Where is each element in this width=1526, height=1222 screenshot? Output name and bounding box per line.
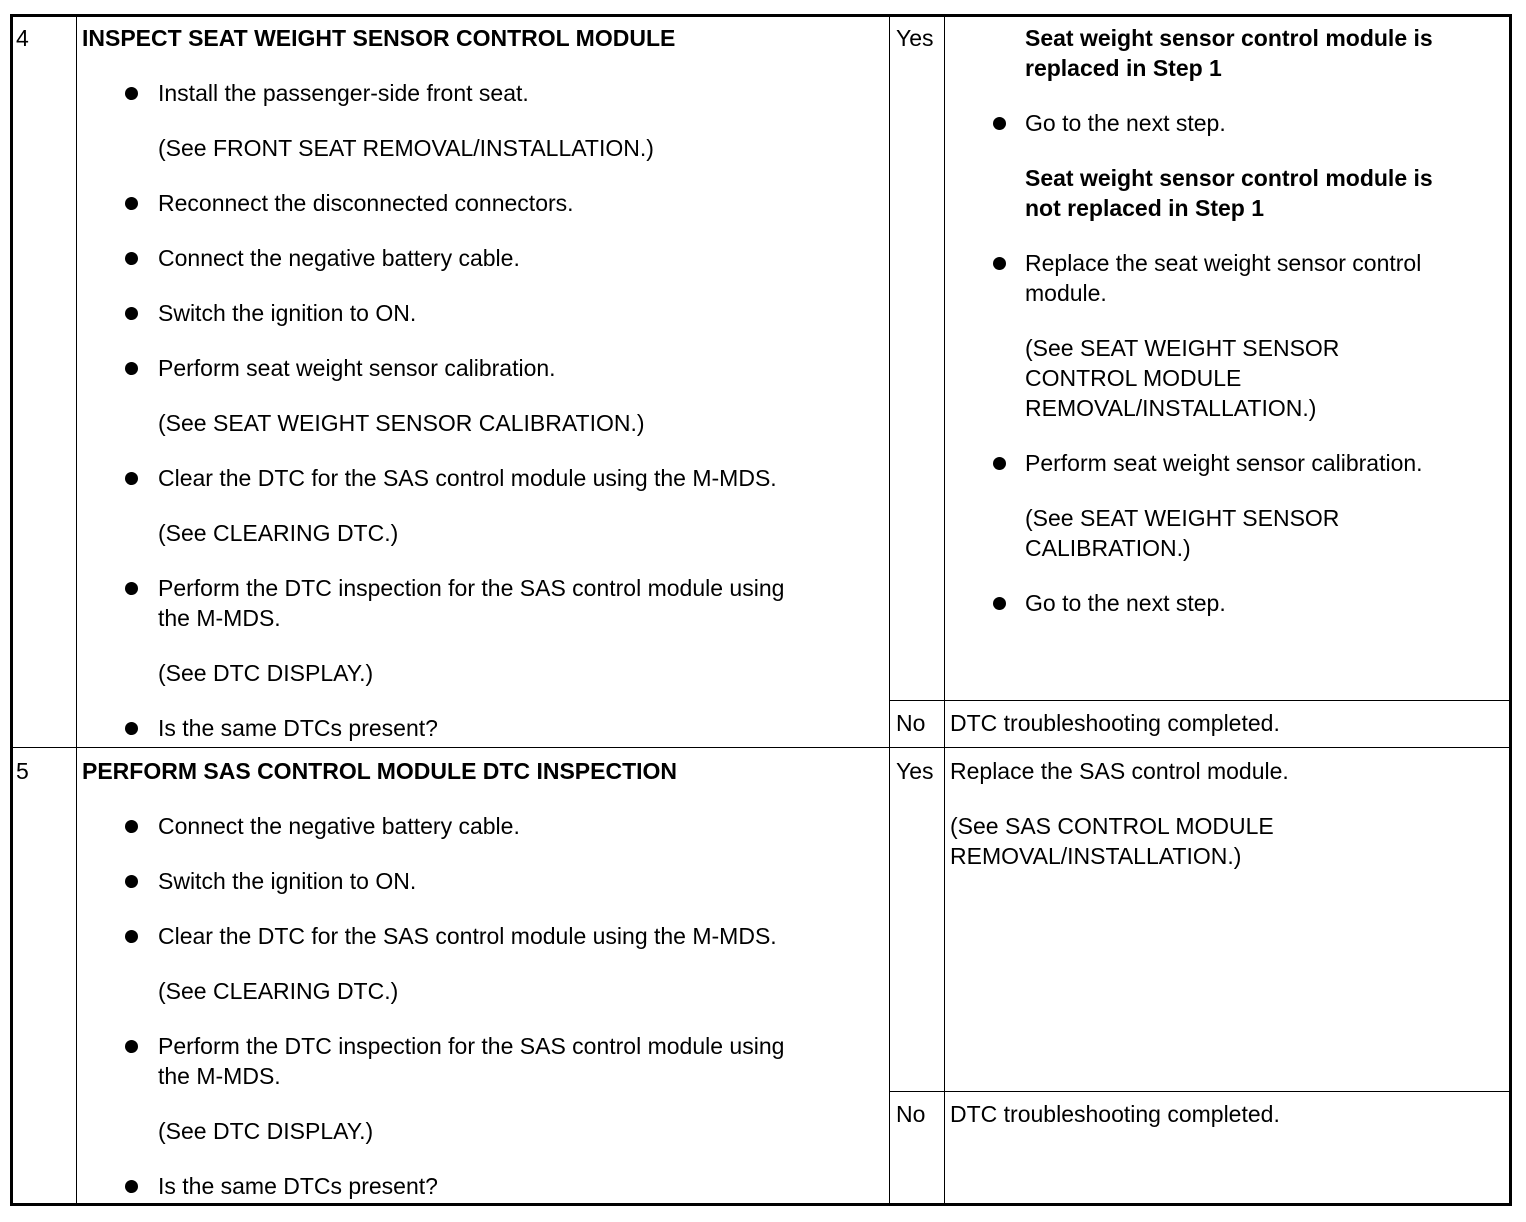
condition-heading: Seat weight sensor control module is: [1025, 25, 1433, 51]
bullet-icon: [125, 875, 138, 888]
action-item-continued: the M-MDS.: [158, 605, 281, 631]
bullet-icon: [125, 722, 138, 735]
column-divider-action: [889, 14, 890, 1206]
reference-text: (See SEAT WEIGHT SENSOR CALIBRATION.): [158, 410, 645, 436]
reference-text: (See SEAT WEIGHT SENSOR: [1025, 505, 1340, 531]
column-divider-result: [944, 14, 945, 1206]
bullet-icon: [993, 597, 1006, 610]
bullet-icon: [993, 457, 1006, 470]
reference-text: (See CLEARING DTC.): [158, 520, 399, 546]
reference-text-continued: REMOVAL/INSTALLATION.): [950, 843, 1242, 869]
bullet-icon: [125, 1040, 138, 1053]
action-item: Perform the DTC inspection for the SAS control module using: [158, 1033, 785, 1059]
bullet-icon: [993, 257, 1006, 270]
bullet-icon: [125, 930, 138, 943]
condition-heading-continued: replaced in Step 1: [1025, 55, 1222, 81]
no-result: DTC troubleshooting completed.: [950, 710, 1280, 736]
yes-label: Yes: [896, 758, 934, 784]
reference-text: (See DTC DISPLAY.): [158, 1118, 374, 1144]
bullet-icon: [125, 87, 138, 100]
result-item: Perform seat weight sensor calibration.: [1025, 450, 1423, 476]
column-divider-step: [76, 14, 77, 1206]
action-item: Is the same DTCs present?: [158, 715, 438, 741]
bullet-icon: [993, 117, 1006, 130]
step-number: 5: [16, 758, 29, 784]
action-item: Install the passenger-side front seat.: [158, 80, 529, 106]
no-label: No: [896, 1101, 926, 1127]
reference-text: (See CLEARING DTC.): [158, 978, 399, 1004]
action-item: Reconnect the disconnected connectors.: [158, 190, 574, 216]
yes-label: Yes: [896, 25, 934, 51]
action-item-continued: the M-MDS.: [158, 1063, 281, 1089]
reference-text-continued: CONTROL MODULE: [1025, 365, 1242, 391]
yes-no-divider-step5: [889, 1091, 1512, 1092]
result-item: Replace the seat weight sensor control: [1025, 250, 1422, 276]
condition-heading: Seat weight sensor control module is: [1025, 165, 1433, 191]
action-item: Connect the negative battery cable.: [158, 813, 520, 839]
bullet-icon: [125, 582, 138, 595]
bullet-icon: [125, 197, 138, 210]
condition-heading-continued: not replaced in Step 1: [1025, 195, 1264, 221]
reference-text: (See FRONT SEAT REMOVAL/INSTALLATION.): [158, 135, 654, 161]
bullet-icon: [125, 252, 138, 265]
step-title: INSPECT SEAT WEIGHT SENSOR CONTROL MODULE: [82, 25, 676, 51]
no-result: DTC troubleshooting completed.: [950, 1101, 1280, 1127]
action-item: Perform the DTC inspection for the SAS control module using: [158, 575, 785, 601]
step-title: PERFORM SAS CONTROL MODULE DTC INSPECTION: [82, 758, 678, 784]
reference-text: (See SEAT WEIGHT SENSOR: [1025, 335, 1340, 361]
result-item: Replace the SAS control module.: [950, 758, 1289, 784]
reference-text: (See SAS CONTROL MODULE: [950, 813, 1274, 839]
reference-text-continued: REMOVAL/INSTALLATION.): [1025, 395, 1317, 421]
row-divider: [10, 747, 1512, 748]
action-item: Is the same DTCs present?: [158, 1173, 438, 1199]
reference-text: (See DTC DISPLAY.): [158, 660, 374, 686]
reference-text-continued: CALIBRATION.): [1025, 535, 1191, 561]
action-item: Switch the ignition to ON.: [158, 300, 417, 326]
result-item: Go to the next step.: [1025, 590, 1226, 616]
action-item: Clear the DTC for the SAS control module using the M-MDS.: [158, 465, 777, 491]
bullet-icon: [125, 1180, 138, 1193]
action-item: Switch the ignition to ON.: [158, 868, 417, 894]
step-number: 4: [16, 25, 29, 51]
result-item: Go to the next step.: [1025, 110, 1226, 136]
bullet-icon: [125, 820, 138, 833]
bullet-icon: [125, 472, 138, 485]
action-item: Clear the DTC for the SAS control module using the M-MDS.: [158, 923, 777, 949]
action-item: Connect the negative battery cable.: [158, 245, 520, 271]
bullet-icon: [125, 362, 138, 375]
yes-no-divider-step4: [889, 700, 1512, 701]
action-item: Perform seat weight sensor calibration.: [158, 355, 556, 381]
bullet-icon: [125, 307, 138, 320]
no-label: No: [896, 710, 926, 736]
result-item-continued: module.: [1025, 280, 1107, 306]
